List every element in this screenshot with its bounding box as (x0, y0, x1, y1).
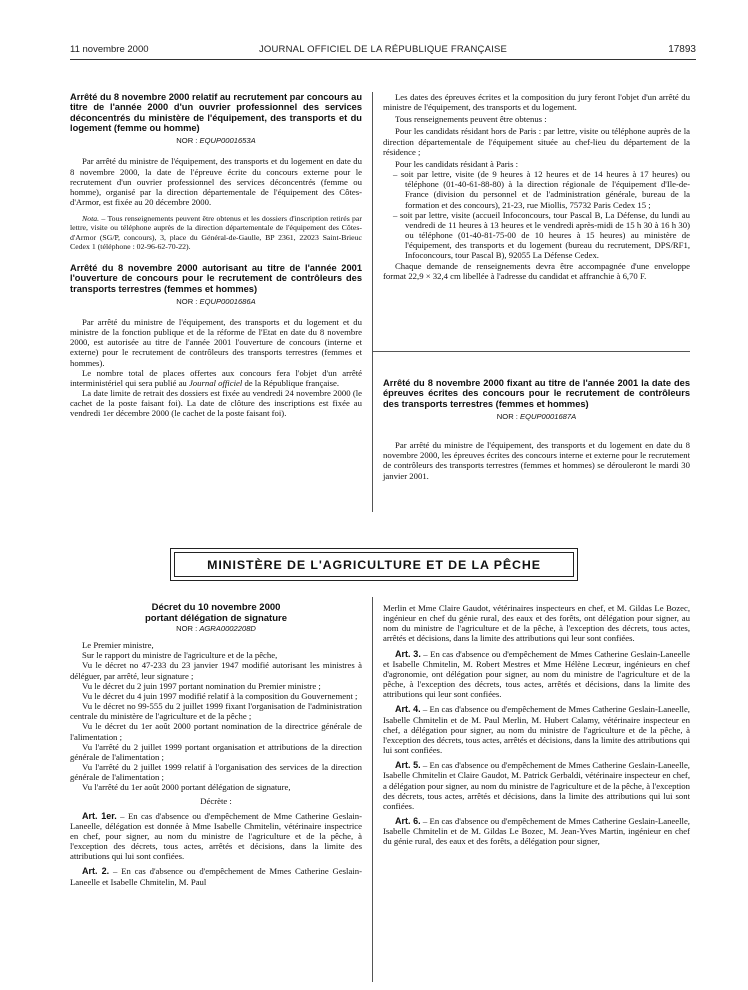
article-2-title: Arrêté du 8 novembre 2000 autorisant au titre de l'année 2001 l'ouverture de concours pour le recrutement de contrôleurs des transports terrestres (femmes et hommes) (70, 262, 362, 294)
decree-line-3: Vu le décret no 47-233 du 23 janvier 1947 modifié autorisant les ministres à déléguer, par arrêté, leur signature ; (70, 660, 362, 681)
decree-column-separator (372, 597, 373, 982)
jury-paragraph: Les dates des épreuves écrites et la composition du jury feront l'objet d'un arrêté du ministre de l'équipement, des transports et du logement. (383, 92, 690, 113)
issue-date: 11 novembre 2000 (70, 44, 149, 55)
right-column (383, 92, 690, 281)
decree-line-9: Vu l'arrêté du 2 juillet 1999 relatif à l'organisation des services de la direction générale de l'alimentation ; (70, 762, 362, 783)
article-3-title: Arrêté du 8 novembre 2000 fixant au titre de l'année 2001 la date des épreuves écrites des concours pour le recrutement de contrôleurs des transports terrestres (femmes et hommes) (383, 378, 690, 409)
right-column-article-3 (383, 378, 690, 481)
decree-article-2: Art. 2. – En cas d'absence ou d'empêchement de Mmes Catherine Geslain-Laneelle et Isabelle Chmitelin, M. Paul (70, 866, 362, 887)
decree-article-5: Art. 5. – En cas d'absence ou d'empêchement de Mmes Catherine Geslain-Laneelle, Isabelle Chmitelin et Claire Gaudot, M. Patrick Gerbaldi, vétérinaire inspecteur en chef, a délégation pour signer, au nom du ministre de l'agriculture et de la pêche, à l'exception des décrets, tous actes, arrêtés et décisions, dans la limite des attributions qui lui sont confiées. (383, 760, 690, 811)
journal-title: JOURNAL OFFICIEL DE LA RÉPUBLIQUE FRANÇAISE (258, 44, 508, 55)
decree-article-4: Art. 4. – En cas d'absence ou d'empêchement de Mmes Catherine Geslain-Laneelle, Isabelle Chmitelin et de M. Paul Merlin, M. Hubert Calamy, vétérinaire inspecteur en chef, a délégation pour signer, au nom du ministre de l'agriculture et de la pêche, à l'exception des décrets, tous actes, arrêtés et décisions, dans la limite des attributions qui lui sont confiées. (383, 704, 690, 756)
paris-paragraph: Pour les candidats résidant à Paris : (395, 158, 519, 169)
article-3-nor: NOR : EQUP0001687A (496, 411, 577, 421)
info-paragraph: Tous renseignements peuvent être obtenus : (395, 114, 547, 125)
article-1-body: Par arrêté du ministre de l'équipement, des transports et du logement en date du 8 novembre 2000, la date de l'épreuve écrite du concours externe pour le recrutement d'un ouvrier professionnel des services déconcentrés (femme ou homme), organisé par la direction départementale de l'équipement des Côtes-d'Armor, est fixée au 20 décembre 2000. (70, 156, 362, 207)
paris-option-1: – soit par lettre, visite (de 9 heures à 12 heures et de 14 heures à 17 heures) ou téléphone (01-40-61-88-80) à la direction régionale de l'équipement d'Ile-de-France (division du personnel et de l'administration générale, bureau de la formation et des concours), 21-23, rue Miollis, 75732 Paris Cedex 15 ; (393, 169, 690, 210)
decree-article-2-cont: Merlin et Mme Claire Gaudot, vétérinaires inspecteurs en chef, et M. Gildas Le Bozec, ingénieur en chef du génie rural, des eaux et des forêts, ont délégation pour signer, au nom du ministre de l'agriculture et de la pêche, à l'exception des décrets, tous actes, arrêtés et décisions, dans la limite des attributions qui leur sont confiées. (383, 603, 690, 644)
article-2-body-3: La date limite de retrait des dossiers est fixée au vendredi 24 novembre 2000 (le cachet de la poste faisant foi). La date de clôture des inscriptions est fixée au vendredi 1er décembre 2000 (le cachet de la poste faisant foi). (70, 388, 362, 419)
decree-line-4: Vu le décret du 2 juin 1997 portant nomination du Premier ministre ; (82, 680, 321, 691)
article-1-title: Arrêté du 8 novembre 2000 relatif au recrutement par concours au titre de l'année 2000 d'un ouvrier professionnel des services déconcentrés du ministère de l'équipement, des transports et du logement (femme ou homme) (70, 92, 362, 133)
column-separator (372, 92, 373, 512)
header-rule (70, 59, 696, 60)
decree-decrete: Décrète : (200, 795, 232, 806)
ministry-banner (170, 548, 578, 581)
article-2-body-2: Le nombre total de places offertes aux concours fera l'objet d'un arrêté interministériel qui sera publié au Journal officiel de la République française. (70, 367, 362, 388)
article-separator (372, 351, 690, 352)
article-3-body: Par arrêté du ministre de l'équipement, des transports et du logement en date du 8 novembre 2000, les épreuves écrites des concours interne et externe pour le recrutement de contrôleurs des transports terrestres (femmes et hommes) se dérouleront le mardi 30 janvier 2001. (383, 440, 690, 481)
decree-line-6: Vu le décret no 99-555 du 2 juillet 1999 fixant l'organisation de l'administration centrale du ministère de l'agriculture et de la pêche ; (70, 701, 362, 722)
envelope-paragraph: Chaque demande de renseignements devra être accompagnée d'une enveloppe format 22,9 × 32,4 cm libellée à l'adresse du candidat et affranchie à 6,70 F. (383, 260, 690, 281)
article-2-body-1: Par arrêté du ministre de l'équipement, des transports et du logement et du ministre de la fonction publique et de la réforme de l'Etat en date du 8 novembre 2000, est autorisée au titre de l'année 2001 l'ouverture de concours (interne et externe) pour le recrutement de contrôleurs des transports terrestres (femmes et hommes). (70, 316, 362, 368)
paris-option-2: – soit par lettre, visite (accueil Infoconcours, tour Pascal B, La Défense, du lundi au vendredi de 11 heures à 13 heures et le vendredi après-midi de 15 h 30 à 16 h 30) ou téléphone (01-40-81-75-00 de 10 heures à 15 heures) au ministère de l'équipement, des transports et du logement (bureau du recrutement, DPS/RF1, Infoconcours, tour Pascal B), 92055 La Défense Cedex. (393, 209, 690, 261)
decree-article-1: Art. 1er. – En cas d'absence ou d'empêchement de Mme Catherine Geslain-Laneelle, délégation est donnée à Mme Isabelle Chmitelin, vétérinaire inspectrice en chef, pour signer, au nom du ministre de l'agriculture et de la pêche, à l'exception des décrets, tous actes, arrêtés et décisions, dans la limite des attributions qui lui sont confiées. (70, 810, 362, 862)
decree-line-1: Le Premier ministre, (82, 640, 154, 651)
decree-subtitle: portant délégation de signature (145, 612, 287, 624)
decree-line-8: Vu l'arrêté du 2 juillet 1999 portant organisation et attributions de la direction générale de l'alimentation ; (70, 741, 362, 762)
decree-title: Décret du 10 novembre 2000 (151, 602, 281, 613)
article-1-nor: NOR : EQUP0001653A (176, 136, 256, 146)
left-column (70, 92, 362, 419)
article-2-nor: NOR : EQUP0001686A (176, 296, 256, 306)
page-header (70, 44, 696, 58)
decree-line-5: Vu le décret du 4 juin 1997 modifié relatif à la composition du Gouvernement ; (82, 690, 358, 701)
outside-paris-paragraph: Pour les candidats résidant hors de Paris : par lettre, visite ou téléphone auprès de la direction départementale de l'équipement située au chef-lieu du département de la résidence ; (383, 126, 690, 157)
page-number: 17893 (668, 44, 696, 55)
decree-nor: NOR : AGRA0002208D (176, 624, 256, 633)
decree-line-2: Sur le rapport du ministre de l'agriculture et de la pêche, (82, 650, 278, 661)
decree-right-column (383, 603, 690, 846)
decree-left-column (70, 603, 362, 887)
article-1-note: Nota. – Tous renseignements peuvent être obtenus et les dossiers d'inscription retirés par lettre, visite ou téléphone auprès de la direction départementale de l'équipement des Côtes-d'Armor (SG/P, concours), 3, place du Général-de-Gaulle, BP 2361, 22023 Saint-Brieuc Cedex 1 (téléphone : 02-96-62-70-22). (70, 214, 362, 251)
decree-line-7: Vu le décret du 1er août 2000 portant nomination de la directrice générale de l'alimentation ; (70, 721, 362, 742)
decree-article-6: Art. 6. – En cas d'absence ou d'empêchement de Mmes Catherine Geslain-Laneelle, Isabelle Chmitelin et de M. Gildas Le Bozec, M. Jean-Yves Martin, ingénieur en chef du génie rural, des eaux et des forêts, a délégation pour signer, (383, 815, 690, 847)
decree-article-3: Art. 3. – En cas d'absence ou d'empêchement de Mmes Catherine Geslain-Laneelle et Isabelle Chmitelin, M. Robert Mestres et Mme Hélène Lecœur, ingénieurs en chef d'agronomie, ont délégation pour signer, au nom du ministre de l'agriculture et de la pêche, à l'exception des décrets, tous actes, arrêtés et décisions, dans la limite des attributions qui leur sont confiées. (383, 648, 690, 700)
ministry-title: MINISTÈRE DE L'AGRICULTURE ET DE LA PÊCHE (174, 552, 574, 577)
decree-line-10: Vu l'arrêté du 1er août 2000 portant délégation de signature, (82, 782, 291, 793)
